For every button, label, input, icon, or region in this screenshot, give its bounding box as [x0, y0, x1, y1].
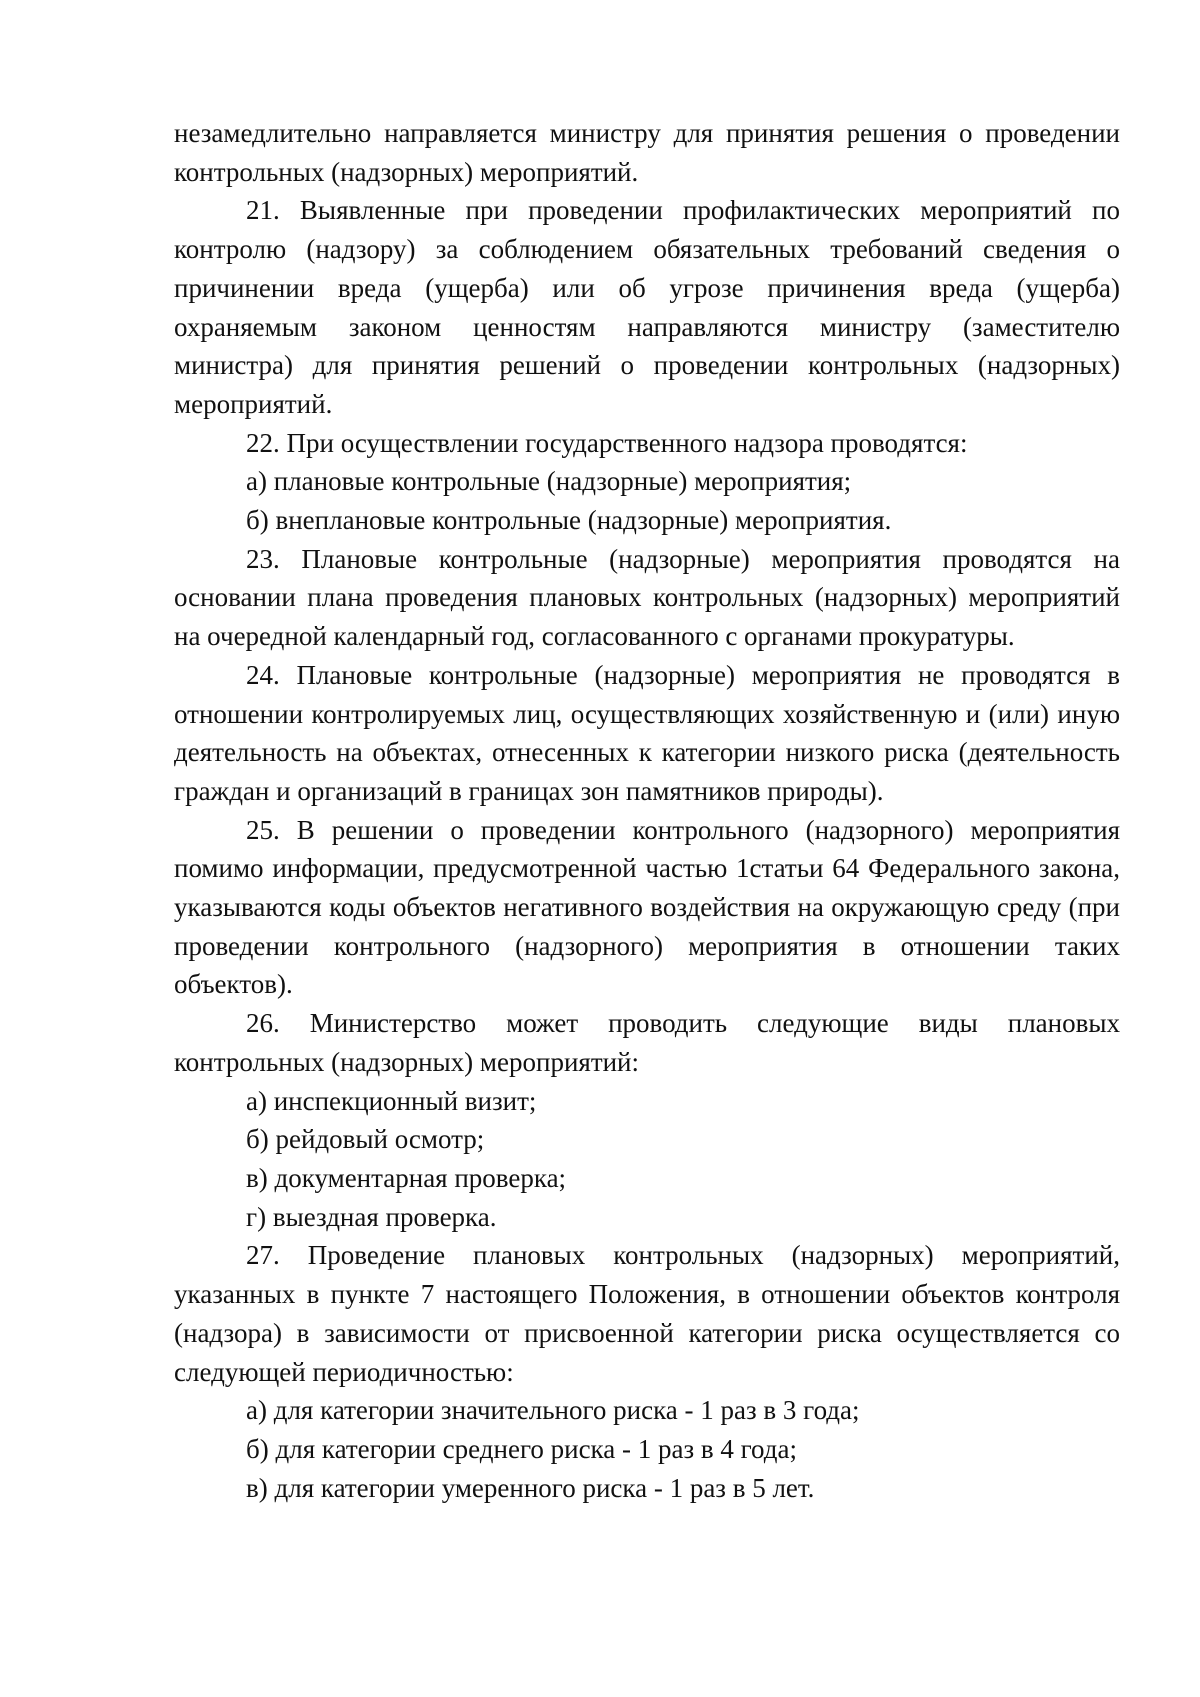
paragraph-continuation: незамедлительно направляется министру для принятия решения о проведении контрольных (надзорных) мероприятий. — [174, 118, 1120, 187]
list-item-27a: а) для категории значительного риска - 1 раз в 3 года; — [246, 1395, 860, 1426]
paragraph-25: 25. В решении о проведении контрольного (надзорного) мероприятия помимо информации, предусмотренной частью 1статьи 64 Федерального закона, указываются коды объектов негативного воздействия на окружающую среду (при проведении контрольного (надзорного) мероприятия в отношении таких объектов). — [174, 814, 1120, 1000]
document-body — [174, 114, 1120, 1507]
list-item-27c: в) для категории умеренного риска - 1 раз в 5 лет. — [246, 1472, 815, 1503]
list-item-26b: б) рейдовый осмотр; — [246, 1124, 485, 1155]
paragraph-27: 27. Проведение плановых контрольных (надзорных) мероприятий, указанных в пункте 7 настоящего Положения, в отношении объектов контроля (надзора) в зависимости от присвоенной категории риска осуществляется со следующей периодичностью: — [174, 1240, 1120, 1387]
list-item-26d: г) выездная проверка. — [246, 1201, 497, 1232]
paragraph-26: 26. Министерство может проводить следующие виды плановых контрольных (надзорных) мероприятий: — [174, 1008, 1120, 1077]
list-item-27b: б) для категории среднего риска - 1 раз в 4 года; — [246, 1433, 797, 1464]
list-item-22b: б) внеплановые контрольные (надзорные) мероприятия. — [246, 505, 892, 536]
list-item-26a: а) инспекционный визит; — [246, 1085, 537, 1116]
list-item-22a: а) плановые контрольные (надзорные) мероприятия; — [246, 466, 852, 497]
paragraph-21: 21. Выявленные при проведении профилактических мероприятий по контролю (надзору) за соблюдением обязательных требований сведения о причинении вреда (ущерба) или об угрозе причинения вреда (ущерба) охраняемым законом ценностям направляются министру (заместителю министра) для принятия решений о проведении контрольных (надзорных) мероприятий. — [174, 195, 1120, 419]
paragraph-24: 24. Плановые контрольные (надзорные) мероприятия не проводятся в отношении контролируемых лиц, осуществляющих хозяйственную и (или) иную деятельность на объектах, отнесенных к категории низкого риска (деятельность граждан и организаций в границах зон памятников природы). — [174, 659, 1120, 806]
paragraph-22: 22. При осуществлении государственного надзора проводятся: — [246, 427, 968, 458]
list-item-26c: в) документарная проверка; — [246, 1162, 567, 1193]
paragraph-23: 23. Плановые контрольные (надзорные) мероприятия проводятся на основании плана проведения плановых контрольных (надзорных) мероприятий на очередной календарный год, согласованного с органами прокуратуры. — [174, 543, 1120, 652]
